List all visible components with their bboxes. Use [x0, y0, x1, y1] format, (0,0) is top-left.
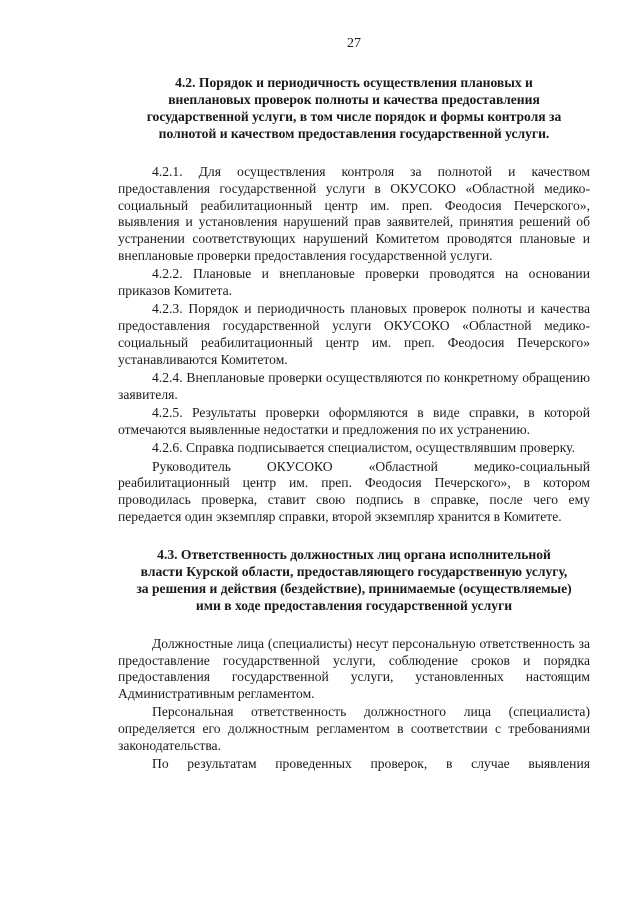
paragraph-4-2-3: 4.2.3. Порядок и периодичность плановых проверок полноты и качества предоставления государственной услуги ОКУСОКО «Областной медико-социальный реабилитационный центр им. преп. Феодосия Печерского» устанавливаются Комитетом.	[118, 301, 590, 367]
paragraph-personal-responsibility: Персональная ответственность должностного лица (специалиста) определяется его должностным регламентом в соответствии с требованиями законодательства.	[118, 704, 590, 754]
section-4-3-heading	[118, 546, 590, 614]
heading-line: государственной услуги, в том числе порядок и формы контроля за	[146, 109, 562, 124]
heading-line: 4.2. Порядок и периодичность осуществления плановых и	[175, 75, 533, 90]
paragraph-4-2-2: 4.2.2. Плановые и внеплановые проверки проводятся на основании приказов Комитета.	[118, 266, 590, 299]
heading-line: внеплановых проверок полноты и качества предоставления	[168, 92, 540, 107]
paragraph-4-2-1: 4.2.1. Для осуществления контроля за полнотой и качеством предоставления государственной услуги в ОКУСОКО «Областной медико-социальный реабилитационный центр им. преп. Феодосия Печерского», выявления и установления нарушений прав заявителей, принятия решений об устранении соответствующих нарушений Комитетом проводятся плановые и внеплановые проверки предоставления государственной услуги.	[118, 164, 590, 263]
heading-line: власти Курской области, предоставляющего государственную услугу,	[140, 563, 568, 579]
paragraph-4-2-6: 4.2.6. Справка подписывается специалистом, осуществлявшим проверку.	[152, 440, 575, 456]
paragraph-4-2-4: 4.2.4. Внеплановые проверки осуществляются по конкретному обращению заявителя.	[118, 370, 590, 402]
paragraph-4-2-5: 4.2.5. Результаты проверки оформляются в виде справки, в которой отмечаются выявленные недостатки и предложения по их устранению.	[118, 405, 590, 437]
paragraph-head-signature: Руководитель ОКУСОКО «Областной медико-социальный реабилитационный центр им. преп. Феодосия Печерского», в котором проводилась проверка, ставит свою подпись в справке, после чего ему передается один экземпляр справки, второй экземпляр хранится в Комитете.	[118, 458, 590, 524]
heading-line: за решения и действия (бездействие), принимаемые (осуществляемые)	[136, 580, 572, 596]
paragraph-responsibility: Должностные лица (специалисты) несут персональную ответственность за предоставление государственной услуги, соблюдение сроков и порядка предоставления государственной услуги, установленных настоящим Административным регламентом.	[118, 635, 590, 702]
heading-line: 4.3. Ответственность должностных лиц органа исполнительной	[157, 546, 551, 562]
section-4-2-heading	[118, 74, 590, 142]
paragraph-inspection-results: По результатам проведенных проверок, в случае выявления	[152, 756, 590, 772]
heading-line: ими в ходе предоставления государственной услуги	[195, 597, 513, 613]
page-number: 27	[347, 36, 361, 51]
heading-line: полнотой и качеством предоставления государственной услуги.	[158, 126, 550, 141]
